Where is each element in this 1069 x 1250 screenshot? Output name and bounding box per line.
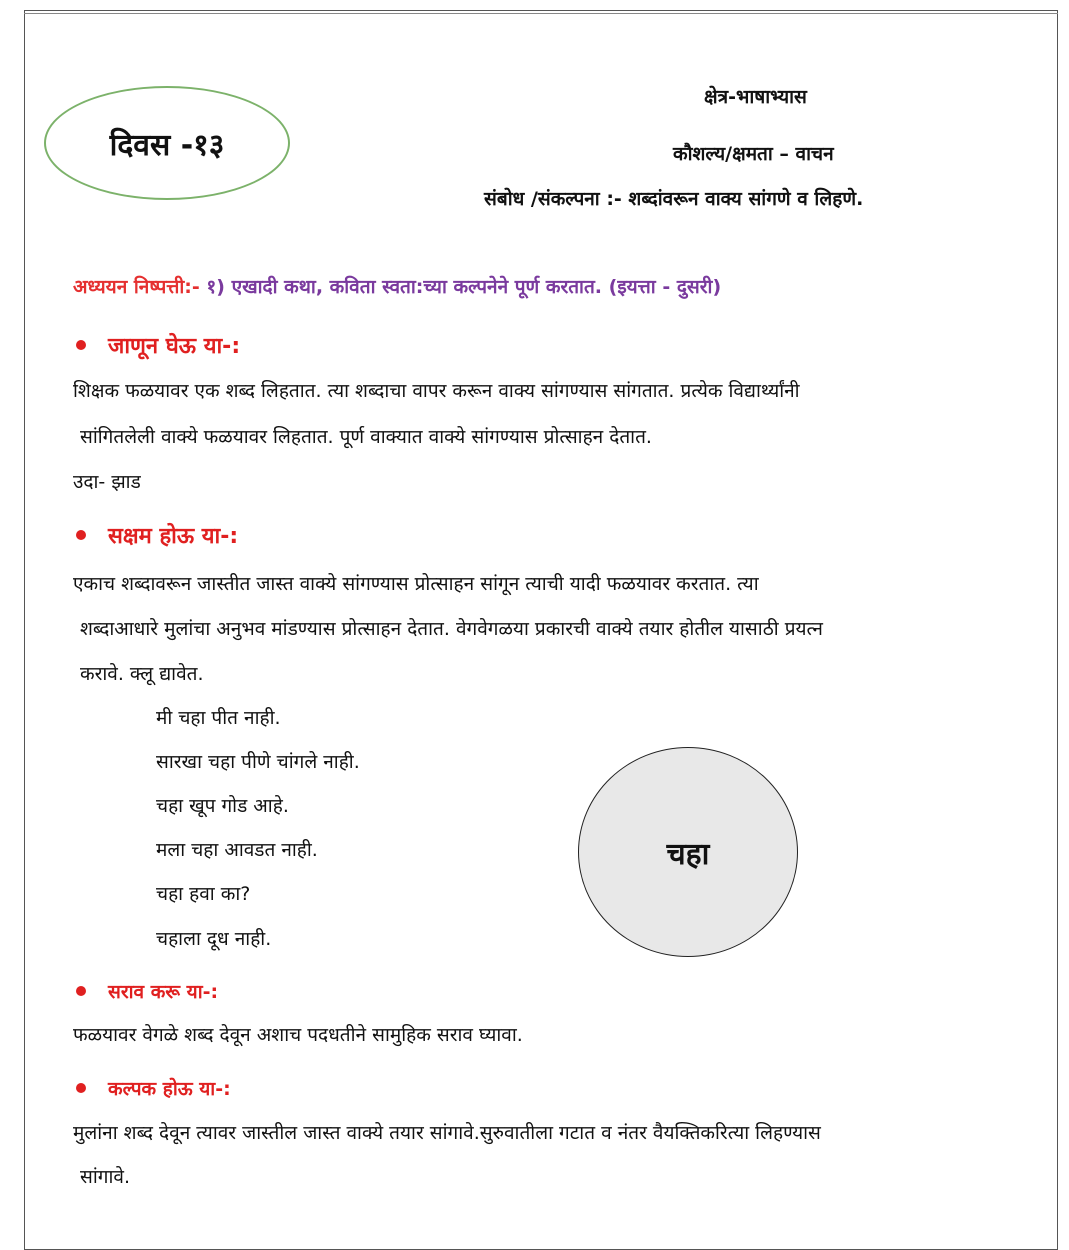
section-know-title: जाणून घेऊ या-:: [108, 334, 241, 359]
creative-line-1: मुलांना शब्द देवून त्यावर जास्तील जास्त वाक्ये तयार सांगावे.सुरुवातीला गटात व नंतर वैयक्तिकरित्या लिहण्यास: [73, 1122, 821, 1144]
section-creative-title: कल्पक होऊ या-:: [108, 1078, 231, 1100]
learning-outcome: [73, 273, 721, 299]
able-line-3: करावे. क्लू द्यावेत.: [80, 663, 204, 685]
area-heading: क्षेत्र-भाषाभ्यास: [704, 86, 807, 108]
section-able-heading: [76, 520, 238, 550]
creative-line-2: सांगावे.: [80, 1166, 130, 1188]
bullet-icon: [76, 1083, 86, 1093]
know-line-2: सांगितलेली वाक्ये फळयावर लिहतात. पूर्ण वाक्यात वाक्ये सांगण्यास प्रोत्साहन देतात.: [80, 426, 652, 448]
page-border-top: [24, 13, 1058, 14]
section-creative-heading: [76, 1075, 231, 1101]
know-line-3: उदा- झाड: [73, 471, 141, 493]
example-sentence: चहा हवा का?: [156, 883, 251, 905]
able-line-2: शब्दाआधारे मुलांचा अनुभव मांडण्यास प्रोत्साहन देतात. वेगवेगळया प्रकारची वाक्ये तयार होतील यासाठी प्रयत्न: [80, 618, 823, 640]
able-line-1: एकाच शब्दावरून जास्तीत जास्त वाक्ये सांगण्यास प्रोत्साहन सांगून त्याची यादी फळयावर करतात. त्या: [73, 573, 759, 595]
example-sentence: मला चहा आवडत नाही.: [156, 839, 318, 861]
word-circle: [578, 747, 798, 957]
example-sentence: चहाला दूध नाही.: [156, 928, 272, 950]
bullet-icon: [76, 986, 86, 996]
outcome-label: अध्ययन निष्पत्ती:-: [73, 276, 200, 298]
section-know-heading: [76, 330, 240, 360]
know-line-1: शिक्षक फळयावर एक शब्द लिहतात. त्या शब्दाचा वापर करून वाक्य सांगण्यास सांगतात. प्रत्येक विद्यार्थ्यांनी: [73, 380, 800, 402]
section-practice-title: सराव करू या-:: [108, 981, 219, 1003]
bullet-icon: [76, 530, 86, 540]
bullet-icon: [76, 340, 86, 350]
skill-heading: कौशल्य/क्षमता – वाचन: [673, 143, 834, 165]
practice-line-1: फळयावर वेगळे शब्द देवून अशाच पदधतीने सामुहिक सराव घ्यावा.: [73, 1024, 523, 1046]
example-sentence: चहा खूप गोड आहे.: [156, 795, 289, 817]
circle-word: चहा: [666, 836, 710, 872]
day-label: दिवस -१३: [109, 127, 225, 163]
outcome-text: १) एखादी कथा, कविता स्वता:च्या कल्पनेने पूर्ण करतात. (इयत्ता - दुसरी): [199, 276, 722, 298]
section-able-title: सक्षम होऊ या-:: [108, 524, 239, 549]
example-sentence: सारखा चहा पीणे चांगले नाही.: [156, 751, 360, 773]
section-practice-heading: [76, 978, 218, 1004]
concept-heading: संबोध /संकल्पना :- शब्दांवरून वाक्य सांगणे व लिहणे.: [484, 188, 864, 210]
example-sentence: मी चहा पीत नाही.: [156, 707, 281, 729]
